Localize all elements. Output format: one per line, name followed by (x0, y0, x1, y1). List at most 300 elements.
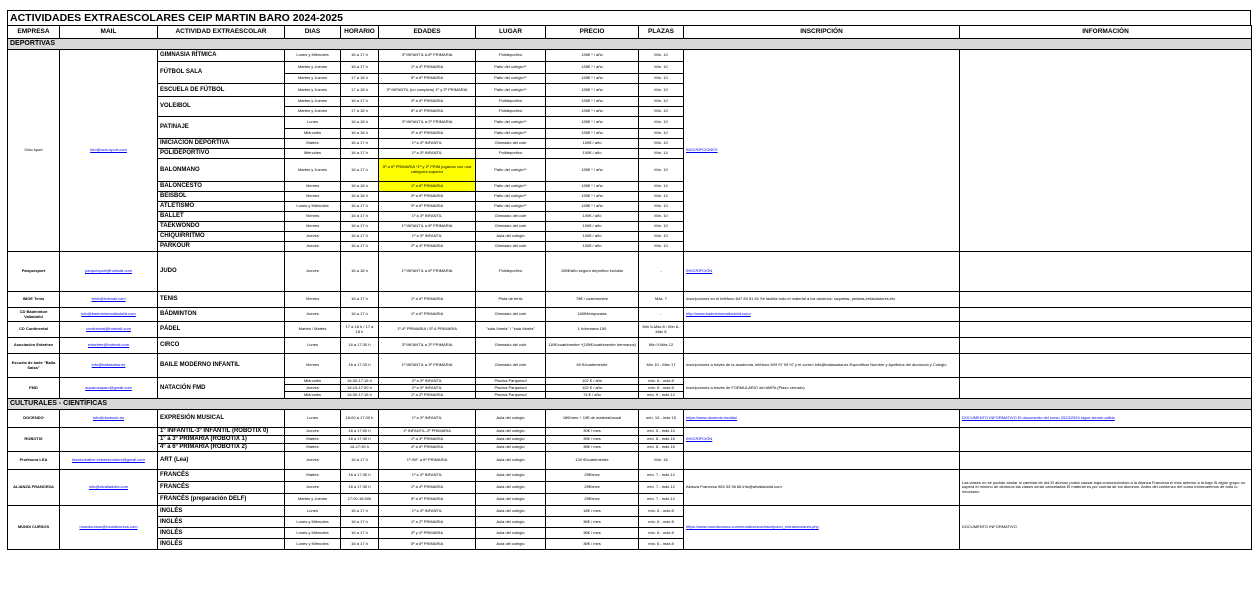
company-mail[interactable] (60, 50, 158, 252)
schedule-cell: 16 a 17 h (341, 62, 379, 74)
link-text[interactable]: parquesport@hotmail.com (85, 268, 132, 274)
place-cell: Patio del colegio** (476, 84, 546, 97)
activity-name: PÁDEL (158, 322, 285, 338)
section-title: CULTURALES - CIENTÍFICAS (8, 399, 1252, 410)
place-cell: Polideportivo (476, 97, 546, 107)
schedule-cell: 16:15-17:00 h (341, 385, 379, 392)
ages-cell: 3º a 6º PRIMARIA (379, 129, 476, 139)
link-text[interactable]: info@badmintonvalladolid.com (81, 311, 136, 317)
ages-cell: 1º a 3º INFANTIL (379, 212, 476, 222)
info-cell (960, 322, 1252, 338)
days-cell: Martes y Jueves (285, 107, 341, 117)
activity-name: BAILE MODERNO INFANTIL (158, 354, 285, 378)
days-cell: Lunes y Miércoles (285, 517, 341, 528)
places-cell: Mín. 10 (639, 50, 684, 62)
place-cell: Gimnasio del cole (476, 242, 546, 252)
ages-cell: 1º a 3º PRIMARIA (379, 436, 476, 444)
activity-name: ATLETISMO (158, 202, 285, 212)
place-cell: Patio del colegio** (476, 182, 546, 192)
company-mail[interactable] (60, 378, 158, 399)
link-text[interactable]: info@bailasalsa.es (91, 362, 126, 368)
places-cell: Mín. 10 (639, 159, 684, 182)
inscription-cell: Alianza Francesa 983 33 96 66 info@afvalladolid.com (684, 470, 960, 506)
price-cell: 35€ / mes (546, 436, 639, 444)
place-cell: Aula del colegio (476, 444, 546, 452)
ages-cell: 5º a 6º PRIMARIA (379, 107, 476, 117)
activity-name: BALONCESTO (158, 182, 285, 192)
days-cell: Lunes (285, 117, 341, 129)
info-cell (960, 50, 1252, 252)
days-cell: Martes y Jueves (285, 74, 341, 84)
places-cell: Mín. 10 (639, 97, 684, 107)
info-cell (960, 338, 1252, 354)
places-cell: mín. 6 - máx 8 (639, 539, 684, 550)
schedule-cell: 17 a 18 h (341, 74, 379, 84)
place-cell: Patio del colegio** (476, 129, 546, 139)
places-cell: Mín. 10 (639, 139, 684, 149)
company-mail[interactable] (60, 292, 158, 308)
days-cell: Jueves (285, 232, 341, 242)
days-cell: Viernes (285, 182, 341, 192)
company-mail[interactable] (60, 410, 158, 428)
places-cell: Mín. 10 (639, 74, 684, 84)
price-cell: 100€ / año (546, 232, 639, 242)
place-cell: Patio del colegio** (476, 159, 546, 182)
link-text[interactable]: https://www.docendo.es/alta/ (686, 415, 737, 421)
info-cell: DOCUMENTO INFORMATIVO (960, 506, 1252, 550)
column-header: MAIL (60, 26, 158, 39)
place-cell: Polideportivo (476, 50, 546, 62)
days-cell: Jueves (285, 308, 341, 322)
activity-name: VOLEIBOL (158, 97, 285, 117)
days-cell: Jueves (285, 482, 341, 494)
company-mail[interactable] (60, 322, 158, 338)
price-cell: 29€/mes (546, 482, 639, 494)
days-cell: Viernes (285, 212, 341, 222)
price-cell: 110€/cuatrimestre *(105€/cuatrimestre hermanos) (546, 338, 639, 354)
activity-name: ART (Lea) (158, 452, 285, 470)
ages-cell: 5º a 6º PRIMARIA (379, 74, 476, 84)
price-cell: 29€/mes (546, 494, 639, 506)
place-cell: Piscina Parquesol (476, 385, 546, 392)
ages-cell: 1º a 6º PRIMARIA (379, 308, 476, 322)
activity-name: TENIS (158, 292, 285, 308)
places-cell: Mín. 14 (639, 182, 684, 192)
price-cell: 36€ / mes (546, 528, 639, 539)
inscription-cell[interactable] (684, 308, 960, 322)
place-cell: Aula del colegio (476, 428, 546, 436)
days-cell: Martes (285, 470, 341, 482)
column-header: LUGAR (476, 26, 546, 39)
days-cell: Martes y Jueves (285, 62, 341, 74)
inscription-cell: Inscripciones a través de la academia, teléfono 609 97 99 97 y el correo info@bailasalsa.es Especificar Nombre y Apellidos del alumno/a y Colegio (684, 354, 960, 378)
places-cell: Mín. 10 (639, 84, 684, 97)
link-text[interactable]: extarhee@hotmail.com (87, 342, 130, 348)
places-cell: Mín. 10 (639, 117, 684, 129)
ages-cell: 1º a 6º PRIMARIA (379, 292, 476, 308)
days-cell: Martes (285, 139, 341, 149)
link-text[interactable]: INSCRIPCIÓN (686, 268, 713, 274)
activity-name: BALONMANO (158, 159, 285, 182)
places-cell: - (639, 252, 684, 292)
activity-name: FRANCÉS (158, 470, 285, 482)
info-cell (960, 354, 1252, 378)
schedule-cell: 16 a 17 h (341, 159, 379, 182)
column-header: INFORMACIÓN (960, 26, 1252, 39)
places-cell: mín. 8 - máx 15 (639, 444, 684, 452)
company-name: ROBOTIX (8, 428, 60, 452)
price-cell: 135€ * / año (546, 107, 639, 117)
link-text[interactable]: info@docendo.es (92, 415, 125, 421)
header-row (8, 26, 1252, 39)
activity-name: EXPRESIÓN MUSICAL (158, 410, 285, 428)
places-cell: mín. 7 - máx 12 (639, 482, 684, 494)
activity-name: INGLÉS (158, 517, 285, 528)
inscription-cell[interactable] (684, 410, 960, 428)
schedule-cell: 16 a 17:30 h (341, 338, 379, 354)
places-cell: - (639, 308, 684, 322)
place-cell: Gimnasio del cole (476, 338, 546, 354)
inscription-cell[interactable] (684, 428, 960, 452)
dias-cell: Lunes (285, 410, 341, 428)
days-cell: Martes y Jueves (285, 494, 341, 506)
place-cell: Aula del colegio (476, 436, 546, 444)
info-cell (960, 292, 1252, 308)
days-cell: Martes y Jueves (285, 84, 341, 97)
schedule-cell: 16 a 17:30 h (341, 470, 379, 482)
days-cell: Viernes (285, 354, 341, 378)
ages-cell: 1º INFANTIL-3º PRIMARIA (379, 428, 476, 436)
places-cell: mín. 6 - máx 8 (639, 517, 684, 528)
price-cell: 30€ / mes (546, 428, 639, 436)
plazas-cell: mín. 10 - máx 15 (639, 410, 684, 428)
place-cell: Piscina Parquesol (476, 392, 546, 399)
place-cell: Aula del colegio (476, 506, 546, 517)
ages-cell: 1º a 6º PRIMARIA (379, 182, 476, 192)
place-cell: Piscina Parquesol (476, 378, 546, 385)
place-cell: Aula del colegio (476, 482, 546, 494)
ages-cell: 1º a 4º PRIMARIA (379, 62, 476, 74)
activity-name: POLIDEPORTIVO (158, 149, 285, 159)
schedule-cell: 16 a 17:30 h (341, 482, 379, 494)
table-row (8, 322, 1252, 338)
ages-cell: 3º a 6º PRIMARIA (379, 97, 476, 107)
company-mail[interactable] (60, 452, 158, 470)
horario-cell: 16:00 a 17:00 h (341, 410, 379, 428)
place-cell: Pista de tenis (476, 292, 546, 308)
company-mail[interactable] (60, 252, 158, 292)
places-cell: mín. 5 - máx 10 (639, 428, 684, 436)
price-cell: 1 h/semana 150 (546, 322, 639, 338)
places-cell: Mín. 10 (639, 202, 684, 212)
price-cell: 38€ / mes (546, 444, 639, 452)
schedule-cell: 16 a 17 h (341, 506, 379, 517)
ages-cell: 1º-4º PRIMARIA / 5º-6 PRIMARIA (379, 322, 476, 338)
schedule-cell: 16 a 18 h (341, 129, 379, 139)
activity-name: BÁDMINTON (158, 308, 285, 322)
link-text[interactable]: http://www.badmintonvalladolid.com/ (686, 311, 751, 317)
price-cell: 135€ * / año (546, 62, 639, 74)
ages-cell: 1º a 3º INFANTIL (379, 149, 476, 159)
ages-cell: 1º INFANTIL a 3º PRIMARIA (379, 354, 476, 378)
info-cell (960, 452, 1252, 470)
table-row (8, 292, 1252, 308)
places-cell: Mín. 10 (639, 232, 684, 242)
column-header: INSCRIPCIÓN (684, 26, 960, 39)
ages-cell: 3º INFANTIL a 3º PRIMARIA (379, 338, 476, 354)
price-cell: 18€ / mes (546, 506, 639, 517)
company-name: Asociación Extarhee (8, 338, 60, 354)
price-cell: 102 € / año (546, 385, 639, 392)
info-cell (960, 252, 1252, 292)
places-cell: Mín. 10 (639, 222, 684, 232)
days-cell: Viernes (285, 222, 341, 232)
lugar-cell: Aula del colegio (476, 410, 546, 428)
ages-cell: 1º a 3º INFANTIL (379, 470, 476, 482)
link-text[interactable]: info@afvalladolid.com (88, 484, 129, 490)
schedule-cell: 17:00-18:00h (341, 494, 379, 506)
ages-cell: 1º INFANTIL a 6º PRIMARIA (379, 252, 476, 292)
activity-name: 4º a 6º PRIMARIA (ROBOTIX 2) (158, 444, 285, 452)
places-cell: mín. 6 - máx 8 (639, 506, 684, 517)
company-name: CD Bádminton Valladolid (8, 308, 60, 322)
mail-cell (60, 428, 158, 452)
table-row (8, 308, 1252, 322)
place-cell: Gimnasio del cole (476, 308, 546, 322)
activity-name: 1º a 3º PRIMARIA (ROBOTIX 1) (158, 436, 285, 444)
price-cell: 135€ * / año (546, 129, 639, 139)
edades-cell: 1º INF. a 6º PRIMARIA (379, 452, 476, 470)
table-row (8, 50, 1252, 62)
company-mail[interactable] (60, 308, 158, 322)
activity-name: JUDO (158, 252, 285, 292)
places-cell: Mín. 10 (639, 129, 684, 139)
activity-name: PARKOUR (158, 242, 285, 252)
precio-cell: 18€/mes + 10€ de material/anual (546, 410, 639, 428)
schedule-cell: 17 a 18 h (341, 107, 379, 117)
place-cell: Gimnasio del cole (476, 222, 546, 232)
activity-name: NATACIÓN FMD (158, 378, 285, 399)
table-row (8, 338, 1252, 354)
schedule-cell: 16 a 17 h (341, 517, 379, 528)
price-cell: 100€ / año (546, 242, 639, 252)
activity-name: BEISBOL (158, 192, 285, 202)
price-cell: 135€ * / año (546, 74, 639, 84)
price-cell: 100€ / año (546, 149, 639, 159)
section-row (8, 399, 1252, 410)
places-cell: Mín 10 - Máx 17 (639, 354, 684, 378)
link-text[interactable]: info@ocio-sport.com (90, 147, 127, 153)
price-cell: 78€ / cuatrimestre (546, 292, 639, 308)
activity-name: INGLÉS (158, 539, 285, 550)
price-cell: 100€ / año (546, 212, 639, 222)
places-cell: mín. 8 - máx 15 (639, 436, 684, 444)
link-text[interactable]: INSCRIPCIONES (686, 147, 718, 153)
sheet-title: ACTIVIDADES EXTRAESCOLARES CEIP MARTIN BARO 2024-2025 (7, 10, 1251, 25)
place-cell: Aula del colegio (476, 494, 546, 506)
price-cell: 60 €/cuatrimestre (546, 354, 639, 378)
schedule-cell: 16-17:30 h (341, 444, 379, 452)
inscription-cell[interactable] (684, 506, 960, 550)
places-cell: Mín. 14 (639, 149, 684, 159)
price-cell: 135€ * / año (546, 97, 639, 107)
activity-name: INGLÉS (158, 506, 285, 517)
company-name: Profesora LEA (8, 452, 60, 470)
link-text[interactable]: mundicursos@mundicursos.com (79, 524, 138, 530)
days-cell: Jueves (285, 242, 341, 252)
days-cell: Viernes (285, 292, 341, 308)
column-header: EDADES (379, 26, 476, 39)
price-cell: 135€ * / año (546, 84, 639, 97)
link-text[interactable]: https://www.mundicursos.com/mundicursos/inscripcion_extraescolares.php (686, 524, 819, 530)
price-cell: 102 € / año (546, 378, 639, 385)
schedule-cell: 17 a 18 h (341, 84, 379, 97)
places-cell: Mín. 10 (639, 242, 684, 252)
days-cell: Miércoles (285, 149, 341, 159)
days-cell: Martes / Martes (285, 322, 341, 338)
place-cell: Patio del colegio** (476, 202, 546, 212)
inscription-cell[interactable] (684, 50, 960, 252)
place-cell: Aula del colegio (476, 517, 546, 528)
ages-cell: 2º a 4º PRIMARIA (379, 242, 476, 252)
activity-name: TAEKWONDO (158, 222, 285, 232)
places-cell: Mín 6-Máx 8 / Mín 6-Máx 8 (639, 322, 684, 338)
precio-cell: 100 €/cuatrimestre (546, 452, 639, 470)
ages-cell: 3º INFANTIL A 6º PRIMARIA (379, 50, 476, 62)
price-cell: 135€ * / año (546, 182, 639, 192)
schedule-cell: 16 a 17 h (341, 242, 379, 252)
price-cell: 36€ / mes (546, 517, 639, 528)
section-row (8, 39, 1252, 50)
days-cell: Miércoles (285, 378, 341, 385)
schedule-cell: 16 a 17 h (341, 139, 379, 149)
section-title: DEPORTIVAS (8, 39, 1252, 50)
lugar-cell: Aula del colegio (476, 452, 546, 470)
info-cell (960, 378, 1252, 399)
inscription-cell (684, 338, 960, 354)
schedule-cell: 16 a 17 h (341, 97, 379, 107)
table-row (8, 410, 1252, 428)
company-name: MUNDI CURSOS (8, 506, 60, 550)
activity-name: BALLET (158, 212, 285, 222)
schedule-cell: 16 a 17:15 h (341, 354, 379, 378)
inscription-cell: Inscripciones en el teléfono 647 84 51 61 Se facilita todo el material a los alumnos: raquetas, pelotas,enfaldadores,etc (684, 292, 960, 308)
days-cell: Miércoles (285, 129, 341, 139)
days-cell: Viernes (285, 192, 341, 202)
inscription-cell (684, 452, 960, 470)
company-mail[interactable] (60, 338, 158, 354)
ages-cell: 1º a 3º INFANTIL (379, 232, 476, 242)
place-cell: Aula del colegio (476, 470, 546, 482)
place-cell: "sala Varela" / "sala Varela" (476, 322, 546, 338)
link-text[interactable]: continental@hotmail.com (86, 326, 131, 332)
table-row (8, 354, 1252, 378)
days-cell: Martes (285, 444, 341, 452)
place-cell: Gimnasio del cole (476, 139, 546, 149)
places-cell: mín. 6 - máx 8 (639, 378, 684, 385)
places-cell: mín. 7 - máx 12 (639, 470, 684, 482)
places-cell: mín. 9 - máx 12 (639, 392, 684, 399)
place-cell: Polideportivo (476, 149, 546, 159)
company-mail[interactable] (60, 470, 158, 506)
days-cell: Miércoles (285, 392, 341, 399)
price-cell: 36€ / mes (546, 539, 639, 550)
table-row (8, 470, 1252, 482)
days-cell: Lunes y Miércoles (285, 539, 341, 550)
places-cell: Mín. 10 (639, 62, 684, 74)
link-text[interactable]: INSCRIPCIÓN (686, 436, 713, 442)
company-name: ALIANZA FRANCESA (8, 470, 60, 506)
company-mail[interactable] (60, 506, 158, 550)
places-cell: Mín. 14 (639, 192, 684, 202)
link-text[interactable]: tenis@hotmail.com (91, 296, 126, 302)
days-cell: Lunes (285, 338, 341, 354)
days-cell: Martes y Jueves (285, 159, 341, 182)
activity-name: INICIACIÓN DEPORTIVA (158, 139, 285, 149)
ages-cell: 1º a 2º PRIMARIA (379, 392, 476, 399)
place-cell: Aula del colegio (476, 528, 546, 539)
places-cell: Mín. 10 (639, 107, 684, 117)
place-cell: Aula del colegio (476, 232, 546, 242)
column-header: EMPRESA (8, 26, 60, 39)
price-cell: 135€ * / año (546, 159, 639, 182)
company-name: Ocio sport (8, 50, 60, 252)
link-text[interactable]: blackcreative.extraescolares@gmail.com (72, 457, 145, 463)
place-cell: Patio del colegio** (476, 74, 546, 84)
schedule-cell: 16 a 17 h (341, 232, 379, 242)
days-cell: Jueves (285, 385, 341, 392)
price-cell: 100€ / año (546, 222, 639, 232)
places-cell: Máx. 7 (639, 292, 684, 308)
link-text[interactable]: aquarosaparc@gmail.com (85, 384, 132, 390)
company-name: IMOE Tenis (8, 292, 60, 308)
place-cell: Patio del colegio** (476, 117, 546, 129)
schedule-cell: 16 a 18 h (341, 192, 379, 202)
place-cell: Polideportivo (476, 252, 546, 292)
place-cell: Patio del colegio** (476, 192, 546, 202)
column-header: DIAS (285, 26, 341, 39)
days-cell: Jueves (285, 428, 341, 436)
schedule-cell: 16 a 17 h (341, 539, 379, 550)
ages-cell: 5º a 6º PRIMARIA *1º y 2º PRIM jugarían con una categoría superior (379, 159, 476, 182)
activity-name: CHIQUIRRITMO (158, 232, 285, 242)
activity-name: ESCUELA DE FÚTBOL (158, 84, 285, 97)
activity-name: 1º INFANTIL-3º INFANTIL (ROBOTIX 0) (158, 428, 285, 436)
schedule-cell: 16:30-17:15 h (341, 378, 379, 385)
ages-cell: 2º a 3º INFANTIL (379, 378, 476, 385)
activity-name: PATINAJE (158, 117, 285, 139)
ages-cell: 1º a 3º INFANTIL (379, 506, 476, 517)
price-cell: 135€ * / año (546, 50, 639, 62)
info-cell (960, 308, 1252, 322)
places-cell: mín. 6 - máx 8 (639, 385, 684, 392)
ages-cell: 3º a 6º PRIMARIA (379, 192, 476, 202)
schedule-cell: 16 a 17 h (341, 149, 379, 159)
price-cell: 135€ * / año (546, 202, 639, 212)
inscription-cell (684, 322, 960, 338)
schedule-cell: 16 a 17 h (341, 222, 379, 232)
places-cell: mín. 7 - máx 12 (639, 494, 684, 506)
ages-cell: 5º a 6º PRIMARIA (379, 539, 476, 550)
plazas-cell: Mín. 16 (639, 452, 684, 470)
column-header: HORARIO (341, 26, 379, 39)
activity-name: FRANCÉS (preparación DELF) (158, 494, 285, 506)
price-cell: 74 € / año (546, 392, 639, 399)
company-mail[interactable] (60, 354, 158, 378)
price-cell: 135€ * / año (546, 117, 639, 129)
info-cell: Las clases no se podrán anular ni cambiar de día El alumno podrá causar baja comunicándolo a la Alianza Francesa el mes anterior a la baja Si algún grupo no supera el mínimo de alumnos las clases serán canceladas El material es por cuenta de los alumnos. Antes del comienzo del curso informaremos de todo lo necesario (960, 470, 1252, 506)
inscription-cell[interactable] (684, 252, 960, 292)
